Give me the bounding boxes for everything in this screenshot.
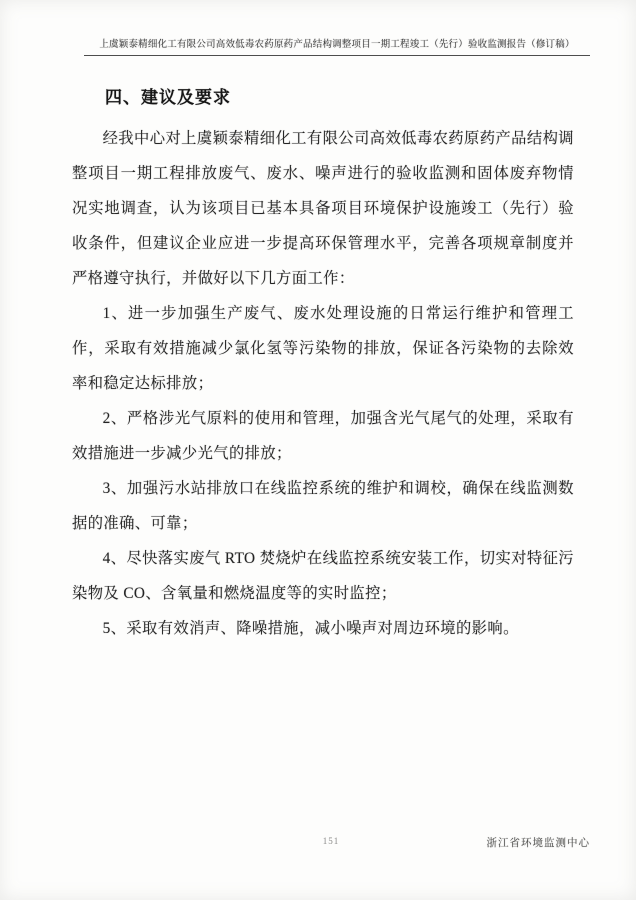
section-title: 四、建议及要求: [105, 88, 231, 107]
recommendation-item-3: 3、加强污水站排放口在线监控系统的维护和调校，确保在线监测数据的准确、可靠；: [72, 480, 574, 532]
running-header-title: 上虞颖泰精细化工有限公司高效低毒农药原药产品结构调整项目一期工程竣工（先行）验收监测报告（修订稿）: [99, 40, 575, 50]
intro-paragraph: 经我中心对上虞颖泰精细化工有限公司高效低毒农药原药产品结构调整项目一期工程排放废气、废水、噪声进行的验收监测和固体废弃物情况实地调查，认为该项目已基本具备项目环境保护设施竣工（先行）验收条件，但建议企业应进一步提高环保管理水平，完善各项规章制度并严格遵守执行，并做好以下几方面工作：: [72, 130, 574, 287]
document-body: [72, 80, 574, 646]
footer-org-name: 浙江省环境监测中心: [486, 838, 590, 849]
recommendation-item-5: 5、采取有效消声、降噪措施，减小噪声对周边环境的影响。: [102, 620, 519, 637]
recommendation-item-1: 1、进一步加强生产废气、废水处理设施的日常运行维护和管理工作，采取有效措施减少氯化氢等污染物的排放，保证各污染物的去除效率和稳定达标排放；: [72, 305, 574, 392]
page-running-header: [84, 36, 590, 56]
page-number: 151: [322, 836, 340, 846]
recommendation-item-2: 2、严格涉光气原料的使用和管理，加强含光气尾气的处理，采取有效措施进一步减少光气的排放；: [72, 410, 574, 462]
recommendation-item-4: 4、尽快落实废气 RTO 焚烧炉在线监控系统安装工作，切实对特征污染物及 CO、含氧量和燃烧温度等的实时监控；: [72, 550, 574, 602]
page-footer: [72, 836, 590, 852]
